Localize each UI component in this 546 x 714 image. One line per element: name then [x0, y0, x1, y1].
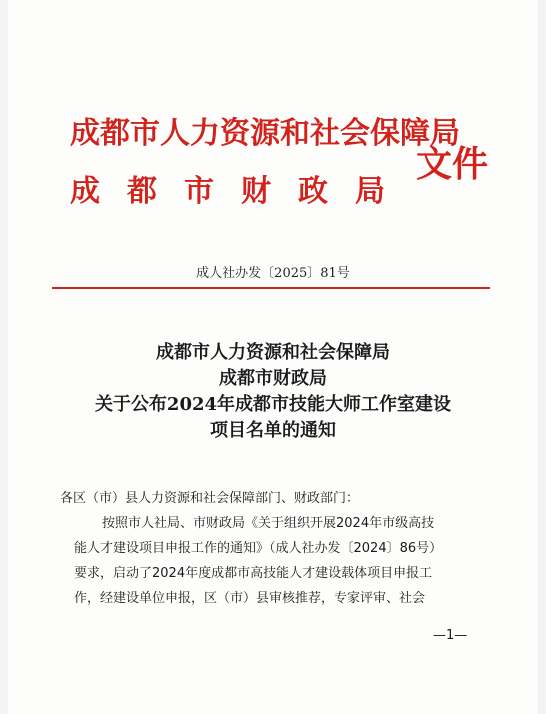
paragraph-line: 按照市人社局、市财政局《关于组织开展2024年市级高技 [102, 516, 435, 531]
notice-body [60, 486, 486, 611]
agency-2-char: 财 [241, 174, 271, 209]
agency-2-char: 局 [355, 174, 385, 209]
title-line: 成都市人力资源和社会保障局 [156, 342, 390, 363]
document-number: 成人社办发〔2025〕81号 [196, 266, 350, 281]
document-type-label: 文件 [416, 143, 489, 185]
title-line: 关于公布2024年成都市技能大师工作室建设 [94, 394, 452, 415]
header-divider [52, 287, 490, 289]
agency-2-char: 成 [70, 174, 100, 209]
title-line: 项目名单的通知 [210, 420, 336, 441]
agency-2-char: 市 [184, 174, 214, 209]
issuing-agency-line-2 [70, 166, 412, 210]
agency-2-char: 都 [127, 174, 157, 209]
paragraph-line: 能人才建设项目申报工作的通知》（成人社办发〔2024〕86号） [74, 541, 443, 556]
notice-title [8, 340, 538, 444]
paragraph-line: 作，经建设单位申报，区（市）县审核推荐，专家评审、社会 [74, 591, 426, 606]
issuing-agency-line-1: 成都市人力资源和社会保障局 [70, 116, 460, 151]
salutation: 各区（市）县人力资源和社会保障部门、财政部门： [60, 491, 360, 506]
page-number: —1— [433, 628, 468, 643]
agency-2-char: 政 [298, 174, 328, 209]
document-page [8, 0, 538, 714]
title-line: 成都市财政局 [219, 368, 327, 389]
paragraph-line: 要求，启动了2024年度成都市高技能人才建设载体项目申报工 [74, 566, 433, 581]
